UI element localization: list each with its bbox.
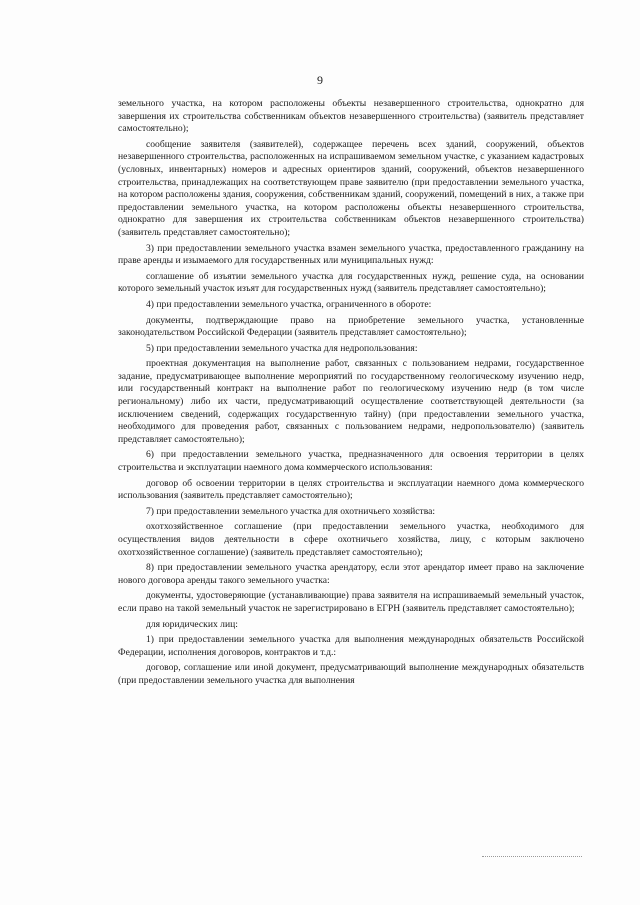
paragraph: 8) при предоставлении земельного участка арендатору, если этот арендатор имеет право на заключение нового договора аренды такого земельного участка: <box>118 562 584 586</box>
document-body <box>118 98 584 691</box>
paragraph: охотхозяйственное соглашение (при предоставлении земельного участка, необходимого для осуществления видов деятельности в сфере охотничьего хозяйства, лицу, с которым заключено охотхозяйственное соглашение) (заявитель представляет самостоятельно); <box>118 521 584 558</box>
paragraph: для юридических лиц: <box>146 618 238 630</box>
page-number: 9 <box>317 73 323 87</box>
paragraph: 5) при предоставлении земельного участка для недропользования: <box>146 342 418 354</box>
paragraph: 1) при предоставлении земельного участка для выполнения международных обязательств Российской Федерации, исполнения договоров, контрактов и т.д.: <box>118 634 584 658</box>
paragraph: документы, удостоверяющие (устанавливающие) права заявителя на испрашиваемый земельный участок, если право на такой земельный участок не зарегистрировано в ЕГРН (заявитель представляет самостоятельно); <box>118 590 584 614</box>
paragraph: соглашение об изъятии земельного участка для государственных нужд, решение суда, на основании которого земельный участок изъят для государственных нужд (заявитель представляет самостоятельно); <box>118 270 584 295</box>
paragraph: 7) при предоставлении земельного участка для охотничьего хозяйства: <box>146 505 436 517</box>
paragraph: документы, подтверждающие право на приобретение земельного участка, установленные законодательством Российской Федерации (заявитель представляет самостоятельно); <box>118 314 584 339</box>
footer-divider <box>482 856 582 857</box>
paragraph: 3) при предоставлении земельного участка взамен земельного участка, предоставленного гражданину на праве аренды и изымаемого для государственных или муниципальных нужд: <box>118 242 584 267</box>
paragraph: проектная документация на выполнение работ, связанных с пользованием недрами, государственное задание, предусматривающее выполнение мероприятий по государственному геологическому изучению недр, или государственный контракт на выполнение работ по геологическому изучению недр (в том числе региональному) либо их части, предусматривающий осуществление соответствующей деятельности (за исключением сведений, содержащих государственную тайну) (при предоставлении земельного участка, необходимого для проведения работ, связанных с пользованием недрами, недропользователю) (заявитель представляет самостоятельно); <box>118 358 584 445</box>
paragraph: договор об освоении территории в целях строительства и эксплуатации наемного дома коммерческого использования (заявитель представляет самостоятельно); <box>118 477 584 502</box>
paragraph: договор, соглашение или иной документ, предусматривающий выполнение международных обязательств (при предоставлении земельного участка для выполнения <box>118 662 584 686</box>
paragraph: 6) при предоставлении земельного участка, предназначенного для освоения территории в целях строительства и эксплуатации наемного дома коммерческого использования: <box>118 449 584 474</box>
paragraph: земельного участка, на котором расположены объекты незавершенного строительства, однократно для завершения их строительства собственникам объектов незавершенного строительства) (заявитель представляет самостоятельно); <box>118 98 584 135</box>
paragraph: 4) при предоставлении земельного участка, ограниченного в обороте: <box>146 298 432 310</box>
paragraph: сообщение заявителя (заявителей), содержащее перечень всех зданий, сооружений, объектов незавершенного строительства, расположенных на испрашиваемом земельном участке, с указанием кадастровых (условных, инвентарных) номеров и адресных ориентиров зданий, сооружений, объектов незавершенного строительства, принадлежащих на соответствующем праве заявителю (при предоставлении земельного участка, на котором расположены здания, сооружения, собственникам зданий, сооружений, помещений в них, а также при предоставлении земельного участка, на котором расположены объекты незавершенного строительства, однократно для завершения их строительства собственникам объектов незавершенного строительства) (заявитель представляет самостоятельно); <box>118 138 584 238</box>
